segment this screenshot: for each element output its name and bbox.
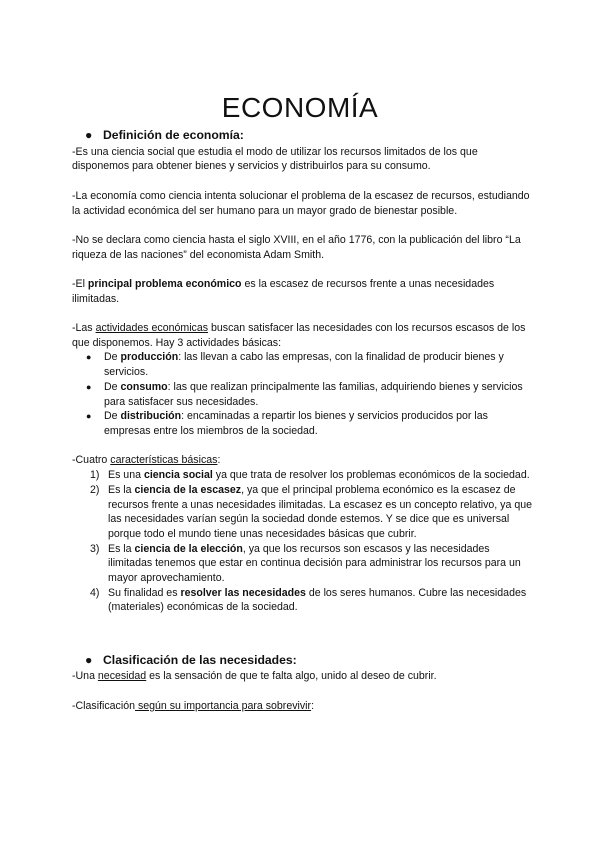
bullet-icon: ● [85,128,93,142]
list-item: ● De distribución: encaminadas a repartir los bienes y servicios producidos por las empresas entre los miembros de la sociedad. [86,409,532,438]
characteristics-list [72,468,532,615]
paragraph: -Cuatro características básicas: [72,454,221,467]
section-heading-clasificacion: ● Clasificación de las necesidades: [85,652,297,667]
paragraph: -Una necesidad es la sensación de que te falta algo, unido al deseo de cubrir. [72,670,437,683]
document-body [72,128,532,713]
paragraph: -Es una ciencia social que estudia el modo de utilizar los recursos limitados de los que disponemos para obtener bienes y servicios y distribuirlos para su consumo. [72,145,478,173]
paragraph: -El principal problema económico es la escasez de recursos frente a unas necesidades ilimitadas. [72,277,495,305]
bullet-icon: ● [85,652,93,667]
list-item: 2) Es la ciencia de la escasez, ya que el principal problema económico es la escasez de recursos frente a unas necesidades ilimitadas. La escasez es un concepto relativo, ya que las necesidades varían según la sociedad donde estemos. Y se dice que es universal porque todo el mundo tiene unas necesidades básicas que cubrir. [90,483,532,540]
underlined-term: características básicas [110,454,218,467]
list-item: ● De consumo: las que realizan principalmente las familias, adquiriendo bienes y servicios para satisfacer sus necesidades. [86,380,532,409]
activities-list [72,350,532,438]
underlined-term: según su importancia para sobrevivir [135,699,312,712]
list-item: ● De producción: las llevan a cabo las empresas, con la finalidad de producir bienes y servicios. [86,350,532,379]
paragraph: -La economía como ciencia intenta solucionar el problema de la escasez de recursos, estudiando la actividad económica del ser humano para un mayor grado de bienestar posible. [72,189,530,217]
paragraph: -Clasificación según su importancia para sobrevivir: [72,699,315,712]
bold-term: principal problema económico [87,277,242,290]
list-item: 1) Es una ciencia social ya que trata de resolver los problemas económicos de la sociedad. [90,469,530,482]
paragraph: -No se declara como ciencia hasta el siglo XVIII, en el año 1776, con la publicación del libro “La riqueza de las naciones” del economista Adam Smith. [72,233,521,261]
underlined-term: necesidad [97,670,147,683]
page-title: ECONOMÍA [221,91,379,123]
underlined-term: actividades económicas [95,322,209,335]
section-heading-definicion: ● Definición de economía: [85,128,244,142]
list-item: 4) Su finalidad es resolver las necesidades de los seres humanos. Cubre las necesidades (materiales) económicas de la sociedad. [90,586,527,614]
paragraph: -Las actividades económicas buscan satisfacer las necesidades con los recursos escasos de los que disponemos. Hay 3 actividades básicas: [72,322,526,349]
list-item: 3) Es la ciencia de la elección, ya que los recursos son escasos y las necesidades ilimitadas tenemos que estar en continua decisión para administrar los recursos para un mayor aprovechamiento. [90,542,521,585]
